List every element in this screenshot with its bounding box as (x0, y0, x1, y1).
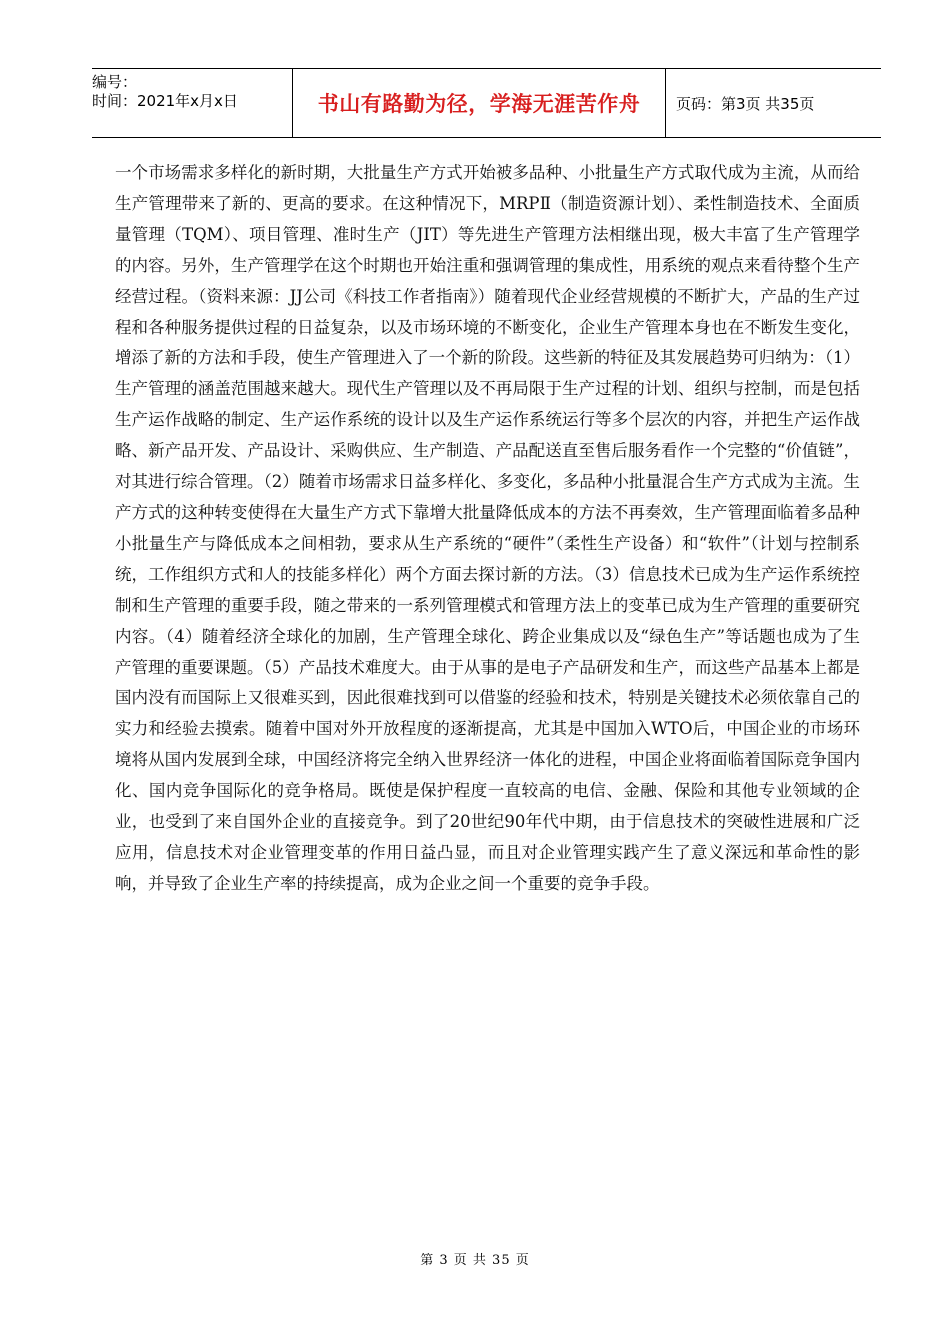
body-paragraph: 一个市场需求多样化的新时期，大批量生产方式开始被多品种、小批量生产方式取代成为主流，从而给生产管理带来了新的、更高的要求。在这种情况下，MRPⅡ（制造资源计划）、柔性制造技术、全面质量管理（TQM）、项目管理、准时生产（JIT）等先进生产管理方法相继出现，极大丰富了生产管理学的内容。另外，生产管理学在这个时期也开始注重和强调管理的集成性，用系统的观点来看待整个生产经营过程。（资料来源：JJ公司《科技工作者指南》）随着现代企业经营规模的不断扩大，产品的生产过程和各种服务提供过程的日益复杂，以及市场环境的不断变化，企业生产管理本身也在不断发生变化，增添了新的方法和手段，使生产管理进入了一个新的阶段。这些新的特征及其发展趋势可归纳为：（1）生产管理的涵盖范围越来越大。现代生产管理以及不再局限于生产过程的计划、组织与控制，而是包括生产运作战略的制定、生产运作系统的设计以及生产运作系统运行等多个层次的内容，并把生产运作战略、新产品开发、产品设计、采购供应、生产制造、产品配送直至售后服务看作一个完整的“价值链”，对其进行综合管理。（2）随着市场需求日益多样化、多变化，多品种小批量混合生产方式成为主流。生产方式的这种转变使得在大量生产方式下靠增大批量降低成本的方法不再奏效，生产管理面临着多品种小批量生产与降低成本之间相勃，要求从生产系统的“硬件”（柔性生产设备）和“软件”（计划与控制系统，工作组织方式和人的技能多样化）两个方面去探讨新的方法。（3）信息技术已成为生产运作系统控制和生产管理的重要手段，随之带来的一系列管理模式和管理方法上的变革已成为生产管理的重要研究内容。（4）随着经济全球化的加剧，生产管理全球化、跨企业集成以及“绿色生产”等话题也成为了生产管理的重要课题。（5）产品技术难度大。由于从事的是电子产品研发和生产，而这些产品基本上都是国内没有而国际上又很难买到，因此很难找到可以借鉴的经验和技术，特别是关键技术必须依靠自己的实力和经验去摸索。随着中国对外开放程度的逐渐提高，尤其是中国加入WTO后，中国企业的市场环境将从国内发展到全球，中国经济将完全纳入世界经济一体化的进程，中国企业将面临着国际竞争国内化、国内竞争国际化的竞争格局。既使是保护程度一直较高的电信、金融、保险和其他专业领域的企业，也受到了来自国外企业的直接竞争。到了20世纪90年代中期，由于信息技术的突破性进展和广泛应用，信息技术对企业管理变革的作用日益凸显，而且对企业管理实践产生了意义深远和革命性的影响，并导致了企业生产率的持续提高，成为企业之间一个重要的竞争手段。 (115, 163, 860, 893)
header-page-info: 页码：第3页 共35页 (676, 94, 815, 113)
header-meta (92, 69, 292, 137)
page-footer-number: 第 3 页 共 35 页 (420, 1253, 530, 1268)
page-header (92, 68, 881, 138)
document-number-label: 编号： (92, 73, 138, 91)
document-time-label: 时间：2021年x月x日 (92, 92, 238, 110)
header-motto: 书山有路勤为径，学海无涯苦作舟 (292, 69, 666, 137)
